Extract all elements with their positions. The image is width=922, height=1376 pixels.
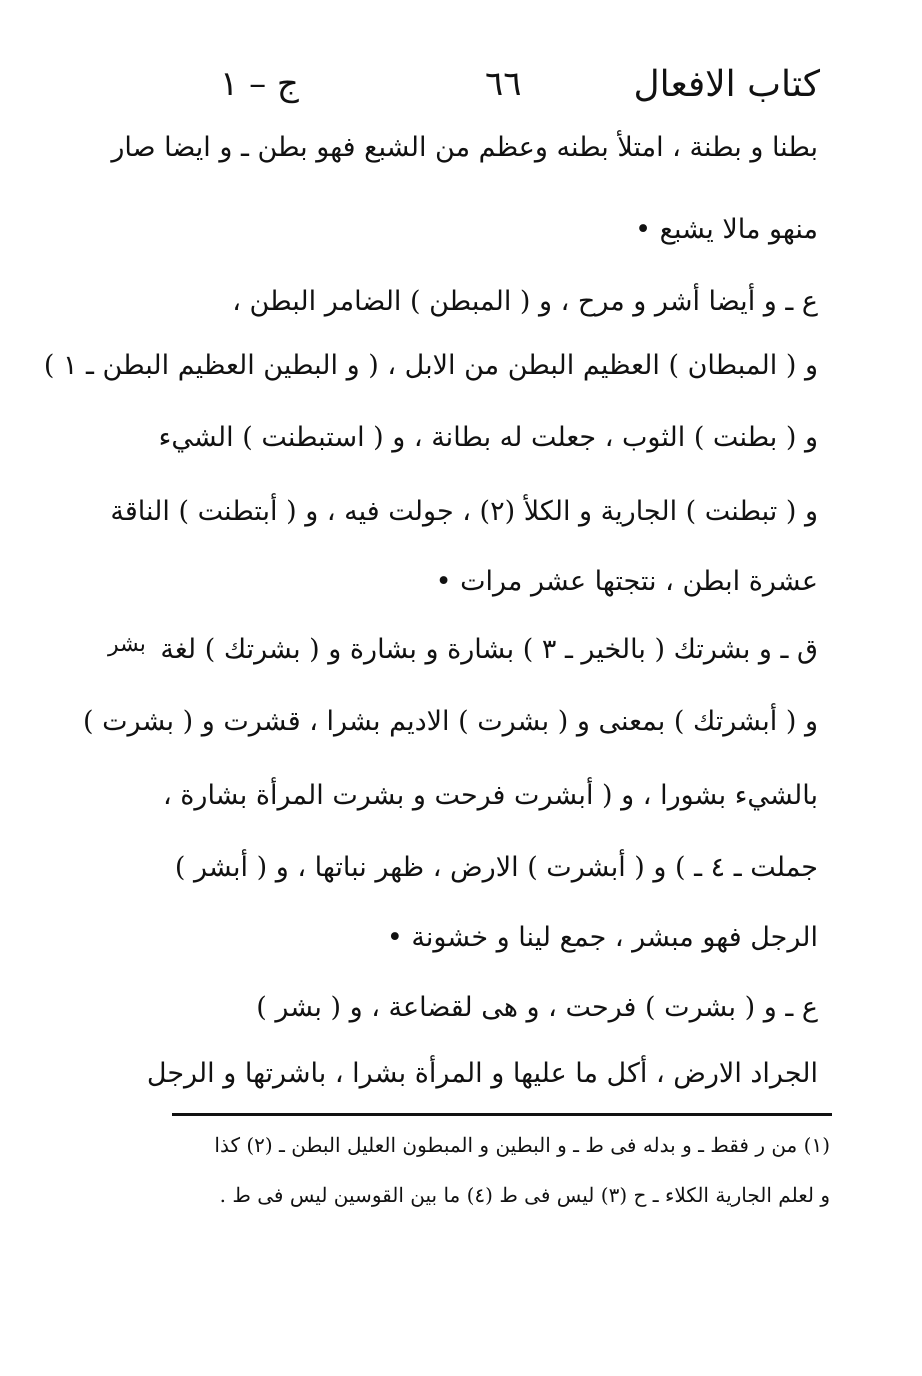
- book-title: كتاب الافعال: [633, 64, 820, 105]
- footnote-line: (١) من ر فقط ـ و بدله فى ط ـ و البطين و المبطون العليل البطن ـ (٢) كذا: [214, 1133, 830, 1157]
- text-line: جملت ـ ٤ ـ ) و ( أبشرت ) الارض ، ظهر نباتها ، و ( أبشر ): [174, 852, 818, 883]
- text-line: ق ـ و بشرتك ( بالخير ـ ٣ ) بشارة و بشارة و ( بشرتك ) لغة: [160, 634, 818, 665]
- text-line: بطنا و بطنة ، امتلأ بطنه وعظم من الشبع فهو بطن ـ و ايضا صار: [111, 132, 818, 163]
- text-line: و ( المبطان ) العظيم البطن من الابل ، ( و البطين العظيم البطن ـ ١ ): [43, 350, 818, 381]
- text-line: الرجل فهو مبشر ، جمع لينا و خشونة •: [386, 922, 818, 953]
- text-line: و ( تبطنت ) الجارية و الكلأ (٢) ، جولت فيه ، و ( أبتطنت ) الناقة: [110, 496, 818, 527]
- page-number: ٦٦: [485, 64, 522, 104]
- footnote-divider: [172, 1113, 832, 1116]
- text-line: ع ـ و أيضا أشر و مرح ، و ( المبطن ) الضامر البطن ،: [232, 286, 818, 317]
- footnote-line: و لعلم الجارية الكلاء ـ ح (٣) ليس فى ط (٤) ما بين القوسين ليس فى ط .: [219, 1183, 830, 1207]
- text-line: بالشيء بشورا ، و ( أبشرت فرحت و بشرت المرأة بشارة ،: [162, 780, 818, 811]
- text-line: منهو مالا يشبع •: [635, 214, 818, 245]
- text-line: الجراد الارض ، أكل ما عليها و المرأة بشرا ، باشرتها و الرجل: [146, 1058, 818, 1089]
- page-header: [200, 64, 820, 114]
- text-line: ع ـ و ( بشرت ) فرحت ، و هى لقضاعة ، و ( بشر ): [256, 992, 818, 1023]
- text-line: و ( أبشرتك ) بمعنى و ( بشرت ) الاديم بشرا ، قشرت و ( بشرت ): [83, 706, 818, 737]
- text-line: و ( بطنت ) الثوب ، جعلت له بطانة ، و ( استبطنت ) الشيء: [158, 422, 818, 453]
- volume-label: ج – ١: [220, 64, 299, 104]
- margin-note: بشر: [108, 632, 146, 657]
- text-line: عشرة ابطن ، نتجتها عشر مرات •: [435, 566, 818, 597]
